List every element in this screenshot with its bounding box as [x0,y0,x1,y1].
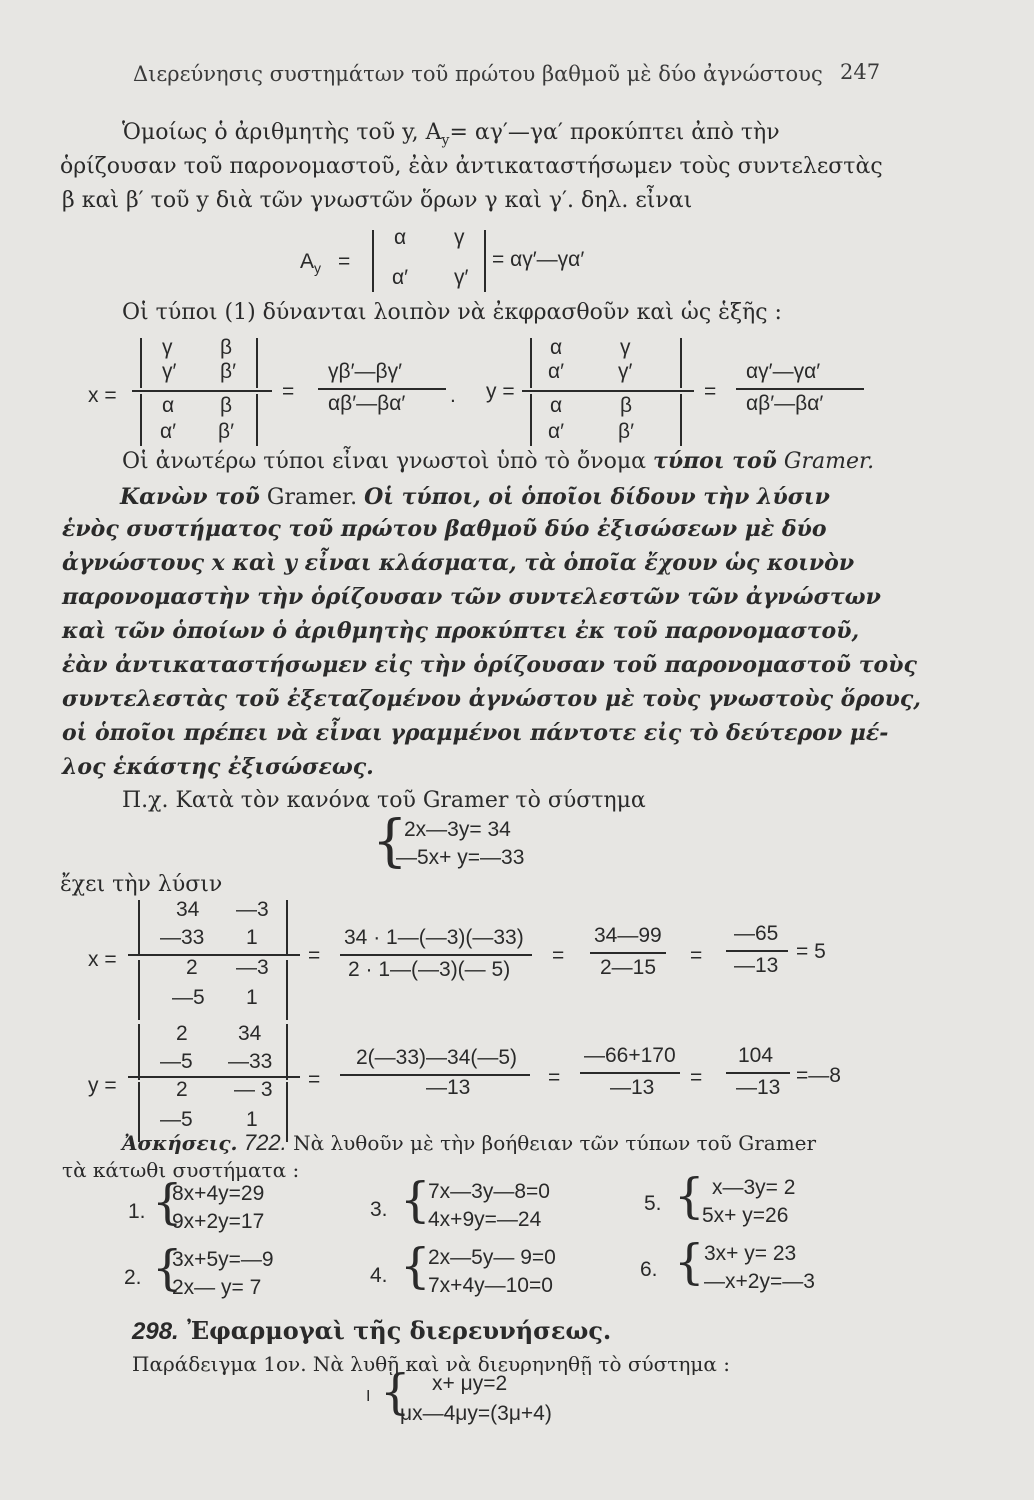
solution-label: ἔχει τὴν λύσιν [60,872,223,897]
book-page: Διερεύνησις συστημάτων τοῦ πρώτου βαθμοῦ μὲ δύο ἀγνώστους 247 Ὁμοίως ὁ ἀριθμητὴς τοῦ y, $A_y=$ αγ′—γα′ προκύπτει ἀπὸ τὴν ὁρίζουσαν τοῦ παρονομαστοῦ, ἐὰν ἀντικαταστήσωμεν τοὺς συντελεστὰς β καὶ β′ τοῦ y διὰ τῶν γνωστῶν ὅρων γ καὶ γ′. δηλ. εἶναι $A_y$ = α γ α′ γ′ = αγ′—γα′ Οἱ τύποι (1) δύνανται λοιπὸν νὰ ἐκφρασθοῦν καὶ ὡς ἑξῆς : x = γ β γ′ β′ α β α′ β′ = γβ′—βγ′ αβ′—βα′ . y = α γ α′ γ′ α β α′ β′ = αγ′—γα′ αβ′—βα′ Οἱ ἀνωτέρω τύποι εἶναι γνωστοὶ ὑπὸ τὸ ὄνομα τύποι τοῦ Gramer. Κανὼν τοῦ Gramer. Οἱ τύποι, οἱ ὁποῖοι δίδουν τὴν λύσιν ἑνὸς συστήματος τοῦ πρώτου βαθμοῦ δύο ἐξισώσεων μὲ δύο ἀγνώστους x καὶ y εἶναι κλάσματα, τὰ ὁποῖα ἔχουν ὡς κοινὸν παρονομαστὴν τὴν ὁρίζουσαν τῶν συντελεστῶν τῶν ἀγνώστων καὶ τῶν ὁποίων ὁ ἀριθμητὴς προκύπτει ἐκ τοῦ παρονομαστοῦ, ἐὰν ἀντικαταστήσωμεν εἰς τὴν ὁρίζουσαν τοῦ παρονομαστοῦ τοὺς συντελεστὰς τοῦ ἐξεταζομένου ἀγνώστου μὲ τοὺς γνωστοὺς ὅρους, οἱ ὁποῖοι πρέπει νὰ εἶναι γραμμένοι πάντοτε εἰς τὸ δεύτερον μέ- λος ἑκάστης ἐξισώσεως. Π.χ. Κατὰ τὸν κανόνα τοῦ Gramer τὸ σύστημα { 2x—3y= 34 —5x+ y=—33 ἔχει τὴν λύσιν x = 34 —3 —33 1 2 —3 —5 1 = 34 · 1—(—3)(—33) 2 · 1—(—3)(— 5) = 34—99 2—15 = —65 —13 = 5 y = 2 34 —5 —33 2 — 3 —5 1 = 2(—33)—34(—5) —13 = —66+170 —13 = 104 —13 =—8 Ἀσκήσεις. 722. Νὰ λυθοῦν μὲ τὴν βοήθειαν τῶν τύπων τοῦ Gramer τὰ κάτωθι συστήματα : 1. { 8x+4y=29 9x+2y=17 2. { 3x+5y=—9 2x— y= 7 3. { 7x—3y—8=0 4x+9y=—24 4. { 2x—5y— 9=0 7x+4y—10=0 5. { x—3y= 2 5x+ y=26 6. { 3x+ y= 23 —x+2y=—3 298. Ἐφαρμογαὶ τῆς διερευνήσεως. Παράδειγμα 1ον. Νὰ λυθῇ καὶ νὰ διευρηνηθῇ τὸ σύστημα : I { x+ μy=2 μx—4μy=(3μ+4) [60,60,921,1425]
exercise-number: 4. [370,1264,388,1287]
formulas-intro: Οἱ τύποι (1) δύνανται λοιπὸν νὰ ἐκφρασθοῦν καὶ ὡς ἑξῆς : [122,300,782,325]
intro-line-2: ὁρίζουσαν τοῦ παρονομαστοῦ, ἐὰν ἀντικαταστήσωμεν τοὺς συντελεστὰς [60,154,883,179]
page-number: 247 [840,60,881,84]
exercise-number: 3. [370,1198,388,1221]
formulas-note: Οἱ ἀνωτέρω τύποι εἶναι γνωστοὶ ὑπὸ τὸ ὄνομα τύποι τοῦ Gramer. [122,448,875,474]
example-intro: Π.χ. Κατὰ τὸν κανόνα τοῦ Gramer τὸ σύστημα [122,788,646,813]
exercise-number: 6. [640,1258,658,1281]
section-heading: 298. Ἐφαρμογαὶ τῆς διερευνήσεως. [132,1316,612,1345]
intro-line-3: β καὶ β′ τοῦ y διὰ τῶν γνωστῶν ὅρων γ καὶ γ′. δηλ. εἶναι [62,188,693,213]
exercises-heading: Ἀσκήσεις. 722. Νὰ λυθοῦν μὲ τὴν βοήθειαν τῶν τύπων τοῦ Gramer [122,1130,817,1155]
running-title: Διερεύνησις συστημάτων τοῦ πρώτου βαθμοῦ μὲ δύο ἀγνώστους [133,62,823,86]
exercises-subheading: τὰ κάτωθι συστήματα : [62,1158,300,1182]
exercise-number: 5. [644,1192,662,1215]
example2-intro: Παράδειγμα 1ον. Νὰ λυθῇ καὶ νὰ διευρηνηθῇ τὸ σύστημα : [132,1352,730,1376]
intro-line-1: Ὁμοίως ὁ ἀριθμητὴς τοῦ y, $A_y=$ αγ′—γα′ προκύπτει ἀπὸ τὴν [122,120,780,149]
exercise-number: 1. [128,1200,146,1223]
exercise-number: 2. [124,1266,142,1289]
